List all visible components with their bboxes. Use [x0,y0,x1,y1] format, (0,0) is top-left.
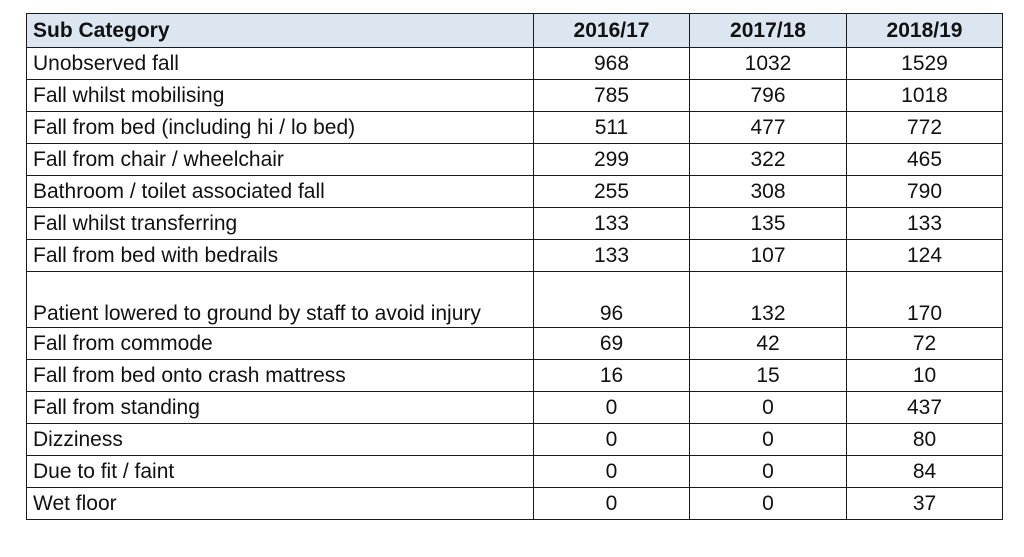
cell-2018-19: 1529 [847,48,1003,80]
cell-2018-19: 10 [847,360,1003,392]
cell-2018-19: 465 [847,144,1003,176]
row-label: Dizziness [27,424,534,456]
cell-2016-17: 255 [534,176,690,208]
table-row [27,456,1003,488]
table-row [27,144,1003,176]
cell-2018-19: 437 [847,392,1003,424]
cell-2017-18: 0 [690,392,847,424]
row-label: Fall from chair / wheelchair [27,144,534,176]
cell-2017-18: 42 [690,328,847,360]
header-row [27,14,1003,48]
cell-2017-18: 308 [690,176,847,208]
table-row [27,488,1003,520]
cell-2017-18: 132 [690,272,847,328]
cell-2016-17: 69 [534,328,690,360]
cell-2018-19: 772 [847,112,1003,144]
row-label: Fall from commode [27,328,534,360]
cell-2017-18: 1032 [690,48,847,80]
falls-table-container [26,13,1002,520]
cell-2017-18: 15 [690,360,847,392]
row-label: Wet floor [27,488,534,520]
table-header [27,14,1003,48]
falls-sub-category-table [26,13,1003,520]
table-row [27,392,1003,424]
cell-2018-19: 124 [847,240,1003,272]
row-label: Fall from bed (including hi / lo bed) [27,112,534,144]
row-label: Unobserved fall [27,48,534,80]
cell-2018-19: 170 [847,272,1003,328]
cell-2018-19: 84 [847,456,1003,488]
cell-2018-19: 133 [847,208,1003,240]
table-row [27,272,1003,328]
cell-2016-17: 96 [534,272,690,328]
cell-2017-18: 477 [690,112,847,144]
table-row [27,360,1003,392]
cell-2016-17: 0 [534,488,690,520]
cell-2016-17: 133 [534,208,690,240]
table-body [27,48,1003,520]
cell-2017-18: 322 [690,144,847,176]
row-label: Fall whilst mobilising [27,80,534,112]
cell-2017-18: 0 [690,488,847,520]
cell-2017-18: 0 [690,424,847,456]
row-label: Fall from bed with bedrails [27,240,534,272]
header-sub-category: Sub Category [27,14,534,48]
table-row [27,240,1003,272]
cell-2016-17: 511 [534,112,690,144]
cell-2018-19: 790 [847,176,1003,208]
table-row [27,208,1003,240]
cell-2016-17: 0 [534,456,690,488]
cell-2016-17: 16 [534,360,690,392]
table-row [27,328,1003,360]
cell-2016-17: 299 [534,144,690,176]
row-label: Fall from standing [27,392,534,424]
row-label: Fall whilst transferring [27,208,534,240]
cell-2017-18: 107 [690,240,847,272]
header-2018-19: 2018/19 [847,14,1003,48]
cell-2016-17: 785 [534,80,690,112]
table-row [27,424,1003,456]
row-label: Bathroom / toilet associated fall [27,176,534,208]
cell-2017-18: 135 [690,208,847,240]
cell-2017-18: 0 [690,456,847,488]
table-row [27,176,1003,208]
cell-2016-17: 968 [534,48,690,80]
header-2016-17: 2016/17 [534,14,690,48]
row-label: Due to fit / faint [27,456,534,488]
cell-2018-19: 72 [847,328,1003,360]
row-label: Patient lowered to ground by staff to avoid injury [27,272,534,328]
cell-2018-19: 37 [847,488,1003,520]
table-row [27,48,1003,80]
row-label: Fall from bed onto crash mattress [27,360,534,392]
table-row [27,112,1003,144]
cell-2016-17: 0 [534,424,690,456]
cell-2017-18: 796 [690,80,847,112]
cell-2018-19: 80 [847,424,1003,456]
cell-2016-17: 0 [534,392,690,424]
header-2017-18: 2017/18 [690,14,847,48]
cell-2018-19: 1018 [847,80,1003,112]
cell-2016-17: 133 [534,240,690,272]
table-row [27,80,1003,112]
